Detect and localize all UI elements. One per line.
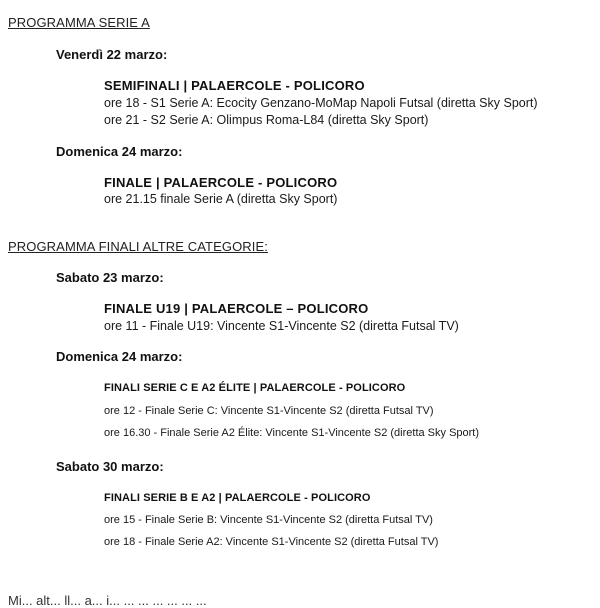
schedule-line: ore 21 - S2 Serie A: Olimpus Roma-L84 (diretta Sky Sport): [104, 113, 429, 127]
schedule-line: ore 18 - Finale Serie A2: Vincente S1-Vincente S2 (diretta Futsal TV): [104, 536, 439, 548]
event-heading: SEMIFINALI | PALAERCOLE - POLICORO: [104, 78, 365, 93]
schedule-line: ore 15 - Finale Serie B: Vincente S1-Vincente S2 (diretta Futsal TV): [104, 514, 433, 526]
day-label: Venerdì 22 marzo:: [56, 47, 168, 62]
section-title-altre-categorie: PROGRAMMA FINALI ALTRE CATEGORIE:: [8, 239, 268, 254]
schedule-line: ore 16.30 - Finale Serie A2 Élite: Vincente S1-Vincente S2 (diretta Sky Sport): [104, 427, 480, 439]
event-heading: FINALI SERIE C E A2 ÉLITE | PALAERCOLE - POLICORO: [104, 382, 406, 394]
schedule-line: ore 18 - S1 Serie A: Ecocity Genzano-MoMap Napoli Futsal (diretta Sky Sport): [104, 96, 538, 110]
cut-off-text: Mi... alt... ll... a... i... ... ... ... ... ... ...: [8, 593, 207, 608]
schedule-line: ore 21.15 finale Serie A (diretta Sky Sport): [104, 192, 338, 206]
day-label: Sabato 30 marzo:: [56, 459, 164, 474]
event-heading: FINALE | PALAERCOLE - POLICORO: [104, 175, 338, 190]
day-label: Sabato 23 marzo:: [56, 270, 164, 285]
day-label: Domenica 24 marzo:: [56, 349, 183, 364]
event-heading: FINALI SERIE B E A2 | PALAERCOLE - POLICORO: [104, 492, 371, 504]
day-label: Domenica 24 marzo:: [56, 144, 183, 159]
section-title-serie-a: PROGRAMMA SERIE A: [8, 15, 150, 30]
schedule-line: ore 11 - Finale U19: Vincente S1-Vincente S2 (diretta Futsal TV): [104, 319, 459, 333]
event-heading: FINALE U19 | PALAERCOLE – POLICORO: [104, 301, 369, 316]
schedule-line: ore 12 - Finale Serie C: Vincente S1-Vincente S2 (diretta Futsal TV): [104, 405, 434, 417]
